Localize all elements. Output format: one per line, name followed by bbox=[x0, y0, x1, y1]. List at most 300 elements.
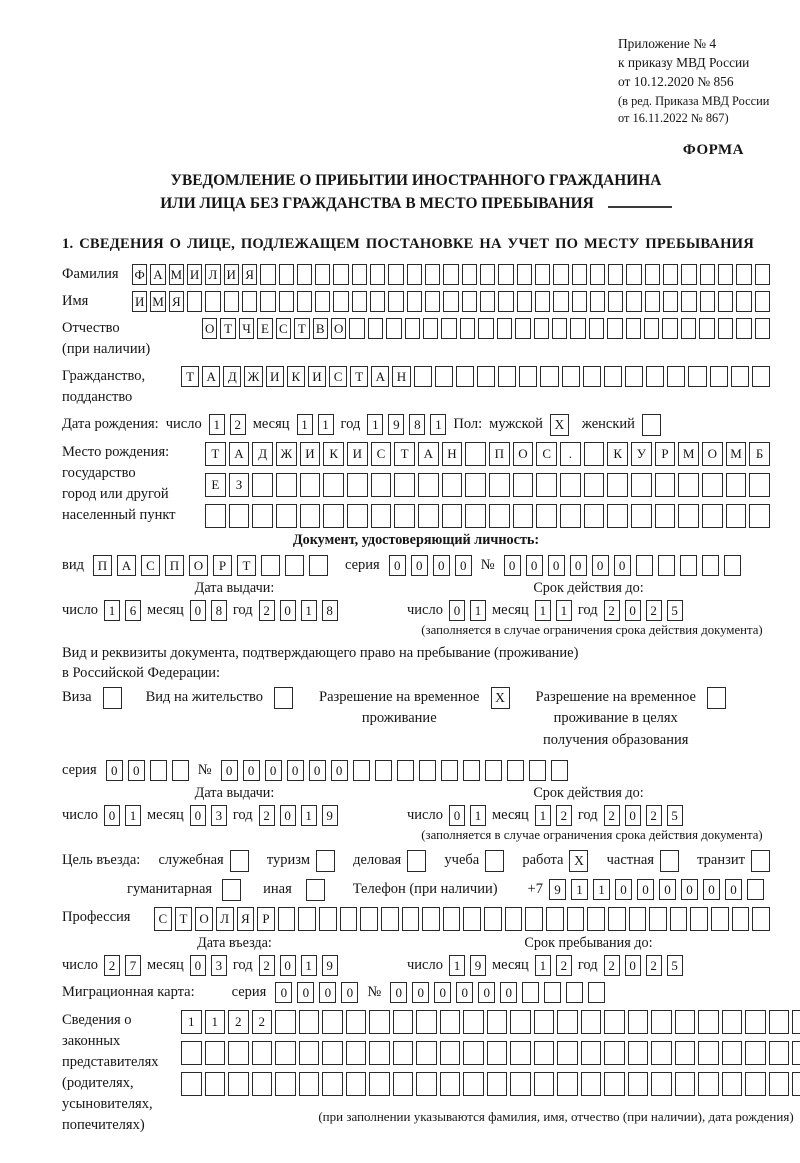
char-cell[interactable] bbox=[276, 504, 297, 528]
char-cell[interactable] bbox=[347, 473, 368, 497]
char-cell[interactable] bbox=[604, 1072, 625, 1096]
purpose-transit-checkbox[interactable] bbox=[751, 850, 770, 872]
char-cell[interactable] bbox=[480, 264, 495, 285]
char-cell[interactable]: 0 bbox=[614, 555, 631, 576]
char-cell[interactable] bbox=[699, 318, 714, 339]
char-cell[interactable] bbox=[628, 1010, 649, 1034]
char-cell[interactable] bbox=[629, 907, 647, 931]
char-cell[interactable] bbox=[405, 318, 420, 339]
char-cell[interactable] bbox=[441, 760, 458, 781]
char-cell[interactable]: А bbox=[202, 366, 220, 387]
sex-female-checkbox[interactable] bbox=[642, 414, 661, 436]
char-cell[interactable] bbox=[205, 1041, 226, 1065]
char-cell[interactable]: Т bbox=[175, 907, 193, 931]
char-cell[interactable]: О bbox=[195, 907, 213, 931]
char-cell[interactable] bbox=[340, 907, 358, 931]
char-cell[interactable] bbox=[300, 504, 321, 528]
char-cell[interactable] bbox=[315, 264, 330, 285]
purpose-other-checkbox[interactable] bbox=[306, 879, 325, 901]
char-cell[interactable] bbox=[736, 264, 751, 285]
char-cell[interactable] bbox=[792, 1041, 800, 1065]
char-cell[interactable]: 6 bbox=[125, 600, 141, 621]
char-cell[interactable]: 1 bbox=[297, 414, 313, 435]
char-cell[interactable] bbox=[681, 291, 696, 312]
char-cell[interactable]: 0 bbox=[280, 955, 296, 976]
char-cell[interactable]: 3 bbox=[211, 805, 227, 826]
char-cell[interactable]: 0 bbox=[280, 600, 296, 621]
char-cell[interactable] bbox=[275, 1041, 296, 1065]
char-cell[interactable] bbox=[371, 504, 392, 528]
char-cell[interactable] bbox=[275, 1010, 296, 1034]
char-cell[interactable] bbox=[726, 473, 747, 497]
char-cell[interactable]: Т bbox=[394, 442, 415, 466]
char-cell[interactable] bbox=[484, 907, 502, 931]
char-cell[interactable]: Я bbox=[169, 291, 184, 312]
char-cell[interactable] bbox=[628, 1072, 649, 1096]
char-cell[interactable]: 0 bbox=[725, 879, 742, 900]
char-cell[interactable]: И bbox=[132, 291, 147, 312]
char-cell[interactable] bbox=[649, 907, 667, 931]
char-cell[interactable] bbox=[333, 291, 348, 312]
char-cell[interactable]: 2 bbox=[259, 805, 275, 826]
char-cell[interactable]: 2 bbox=[104, 955, 120, 976]
char-cell[interactable] bbox=[299, 1072, 320, 1096]
char-cell[interactable]: Т bbox=[237, 555, 256, 576]
char-cell[interactable] bbox=[498, 366, 516, 387]
char-cell[interactable] bbox=[535, 291, 550, 312]
char-cell[interactable] bbox=[394, 504, 415, 528]
char-cell[interactable] bbox=[346, 1010, 367, 1034]
char-cell[interactable]: 1 bbox=[301, 600, 317, 621]
char-cell[interactable]: 0 bbox=[500, 982, 517, 1003]
char-cell[interactable] bbox=[513, 504, 534, 528]
char-cell[interactable]: 0 bbox=[275, 982, 292, 1003]
char-cell[interactable] bbox=[718, 264, 733, 285]
char-cell[interactable] bbox=[381, 907, 399, 931]
char-cell[interactable]: 1 bbox=[470, 805, 486, 826]
char-cell[interactable] bbox=[300, 473, 321, 497]
char-cell[interactable] bbox=[242, 291, 257, 312]
char-cell[interactable]: 9 bbox=[549, 879, 566, 900]
char-cell[interactable]: 0 bbox=[106, 760, 123, 781]
char-cell[interactable] bbox=[646, 366, 664, 387]
char-cell[interactable] bbox=[463, 1041, 484, 1065]
char-cell[interactable]: М bbox=[169, 264, 184, 285]
char-cell[interactable] bbox=[519, 366, 537, 387]
char-cell[interactable] bbox=[678, 473, 699, 497]
char-cell[interactable] bbox=[631, 473, 652, 497]
char-cell[interactable]: 1 bbox=[470, 600, 486, 621]
char-cell[interactable] bbox=[375, 760, 392, 781]
char-cell[interactable] bbox=[675, 1072, 696, 1096]
char-cell[interactable]: 0 bbox=[681, 879, 698, 900]
char-cell[interactable] bbox=[416, 1072, 437, 1096]
char-cell[interactable] bbox=[680, 555, 697, 576]
char-cell[interactable] bbox=[480, 291, 495, 312]
char-cell[interactable] bbox=[651, 1072, 672, 1096]
char-cell[interactable] bbox=[626, 264, 641, 285]
char-cell[interactable] bbox=[552, 318, 567, 339]
char-cell[interactable] bbox=[645, 291, 660, 312]
char-cell[interactable]: Ж bbox=[276, 442, 297, 466]
char-cell[interactable]: . bbox=[560, 442, 581, 466]
char-cell[interactable] bbox=[485, 760, 502, 781]
char-cell[interactable] bbox=[435, 366, 453, 387]
char-cell[interactable] bbox=[769, 1041, 790, 1065]
char-cell[interactable] bbox=[607, 504, 628, 528]
char-cell[interactable] bbox=[522, 982, 539, 1003]
char-cell[interactable] bbox=[736, 291, 751, 312]
char-cell[interactable] bbox=[626, 291, 641, 312]
char-cell[interactable] bbox=[319, 907, 337, 931]
char-cell[interactable]: К bbox=[287, 366, 305, 387]
char-cell[interactable] bbox=[651, 1010, 672, 1034]
char-cell[interactable] bbox=[560, 473, 581, 497]
char-cell[interactable]: 3 bbox=[211, 955, 227, 976]
char-cell[interactable]: 0 bbox=[190, 805, 206, 826]
char-cell[interactable]: 1 bbox=[571, 879, 588, 900]
char-cell[interactable]: Е bbox=[205, 473, 226, 497]
char-cell[interactable]: 2 bbox=[556, 805, 572, 826]
char-cell[interactable] bbox=[498, 264, 513, 285]
char-cell[interactable] bbox=[752, 907, 770, 931]
char-cell[interactable] bbox=[587, 907, 605, 931]
char-cell[interactable] bbox=[625, 366, 643, 387]
char-cell[interactable]: М bbox=[150, 291, 165, 312]
char-cell[interactable]: 0 bbox=[389, 555, 406, 576]
char-cell[interactable] bbox=[443, 907, 461, 931]
char-cell[interactable]: 5 bbox=[667, 600, 683, 621]
char-cell[interactable]: М bbox=[678, 442, 699, 466]
char-cell[interactable] bbox=[544, 982, 561, 1003]
char-cell[interactable] bbox=[515, 318, 530, 339]
char-cell[interactable] bbox=[732, 907, 750, 931]
char-cell[interactable]: У bbox=[631, 442, 652, 466]
char-cell[interactable]: Д bbox=[252, 442, 273, 466]
char-cell[interactable] bbox=[745, 1010, 766, 1034]
char-cell[interactable] bbox=[702, 473, 723, 497]
char-cell[interactable]: 0 bbox=[243, 760, 260, 781]
char-cell[interactable] bbox=[724, 555, 741, 576]
char-cell[interactable] bbox=[322, 1041, 343, 1065]
char-cell[interactable]: Е bbox=[257, 318, 272, 339]
char-cell[interactable] bbox=[536, 473, 557, 497]
char-cell[interactable] bbox=[752, 366, 770, 387]
char-cell[interactable]: О bbox=[189, 555, 208, 576]
char-cell[interactable]: З bbox=[229, 473, 250, 497]
char-cell[interactable]: 0 bbox=[341, 982, 358, 1003]
char-cell[interactable] bbox=[581, 1010, 602, 1034]
char-cell[interactable]: 0 bbox=[456, 982, 473, 1003]
char-cell[interactable] bbox=[700, 264, 715, 285]
char-cell[interactable] bbox=[443, 264, 458, 285]
char-cell[interactable]: 1 bbox=[535, 805, 551, 826]
char-cell[interactable] bbox=[369, 1041, 390, 1065]
char-cell[interactable] bbox=[297, 264, 312, 285]
char-cell[interactable] bbox=[299, 1010, 320, 1034]
char-cell[interactable] bbox=[150, 760, 167, 781]
char-cell[interactable]: 9 bbox=[388, 414, 404, 435]
char-cell[interactable] bbox=[205, 1072, 226, 1096]
char-cell[interactable]: 1 bbox=[535, 600, 551, 621]
char-cell[interactable] bbox=[477, 366, 495, 387]
char-cell[interactable] bbox=[414, 366, 432, 387]
char-cell[interactable]: К bbox=[607, 442, 628, 466]
char-cell[interactable]: 0 bbox=[592, 555, 609, 576]
char-cell[interactable] bbox=[570, 318, 585, 339]
purpose-private-checkbox[interactable] bbox=[660, 850, 679, 872]
char-cell[interactable] bbox=[584, 504, 605, 528]
char-cell[interactable]: 0 bbox=[265, 760, 282, 781]
char-cell[interactable] bbox=[489, 473, 510, 497]
char-cell[interactable] bbox=[418, 473, 439, 497]
char-cell[interactable] bbox=[297, 291, 312, 312]
char-cell[interactable] bbox=[487, 1041, 508, 1065]
char-cell[interactable]: Т bbox=[294, 318, 309, 339]
char-cell[interactable] bbox=[769, 1010, 790, 1034]
char-cell[interactable] bbox=[465, 504, 486, 528]
char-cell[interactable]: 2 bbox=[228, 1010, 249, 1034]
char-cell[interactable] bbox=[690, 907, 708, 931]
char-cell[interactable] bbox=[347, 504, 368, 528]
char-cell[interactable] bbox=[252, 504, 273, 528]
char-cell[interactable] bbox=[534, 1041, 555, 1065]
char-cell[interactable]: 2 bbox=[646, 805, 662, 826]
char-cell[interactable] bbox=[517, 291, 532, 312]
char-cell[interactable] bbox=[572, 264, 587, 285]
char-cell[interactable]: 0 bbox=[625, 600, 641, 621]
char-cell[interactable] bbox=[583, 366, 601, 387]
char-cell[interactable]: М bbox=[726, 442, 747, 466]
char-cell[interactable] bbox=[792, 1010, 800, 1034]
char-cell[interactable] bbox=[636, 555, 653, 576]
char-cell[interactable]: 1 bbox=[181, 1010, 202, 1034]
char-cell[interactable] bbox=[462, 264, 477, 285]
char-cell[interactable]: 2 bbox=[556, 955, 572, 976]
char-cell[interactable] bbox=[456, 366, 474, 387]
char-cell[interactable]: Я bbox=[237, 907, 255, 931]
char-cell[interactable] bbox=[402, 907, 420, 931]
char-cell[interactable]: 2 bbox=[604, 955, 620, 976]
char-cell[interactable] bbox=[260, 291, 275, 312]
char-cell[interactable]: О bbox=[331, 318, 346, 339]
char-cell[interactable]: 2 bbox=[259, 955, 275, 976]
char-cell[interactable] bbox=[722, 1010, 743, 1034]
char-cell[interactable]: П bbox=[165, 555, 184, 576]
char-cell[interactable] bbox=[487, 1010, 508, 1034]
char-cell[interactable]: Т bbox=[220, 318, 235, 339]
char-cell[interactable]: Р bbox=[213, 555, 232, 576]
char-cell[interactable] bbox=[275, 1072, 296, 1096]
char-cell[interactable] bbox=[626, 318, 641, 339]
char-cell[interactable]: 0 bbox=[128, 760, 145, 781]
char-cell[interactable] bbox=[462, 291, 477, 312]
char-cell[interactable]: 2 bbox=[604, 600, 620, 621]
char-cell[interactable] bbox=[608, 264, 623, 285]
char-cell[interactable]: 0 bbox=[703, 879, 720, 900]
char-cell[interactable] bbox=[510, 1072, 531, 1096]
temp-residence-checkbox[interactable]: X bbox=[491, 687, 510, 709]
char-cell[interactable]: 0 bbox=[309, 760, 326, 781]
char-cell[interactable] bbox=[736, 318, 751, 339]
char-cell[interactable]: А bbox=[371, 366, 389, 387]
char-cell[interactable] bbox=[675, 1010, 696, 1034]
char-cell[interactable]: 7 bbox=[125, 955, 141, 976]
char-cell[interactable] bbox=[322, 1010, 343, 1034]
char-cell[interactable] bbox=[278, 907, 296, 931]
char-cell[interactable]: 8 bbox=[409, 414, 425, 435]
char-cell[interactable] bbox=[557, 1072, 578, 1096]
char-cell[interactable]: 0 bbox=[297, 982, 314, 1003]
char-cell[interactable] bbox=[397, 760, 414, 781]
char-cell[interactable] bbox=[416, 1041, 437, 1065]
char-cell[interactable] bbox=[731, 366, 749, 387]
char-cell[interactable]: 8 bbox=[211, 600, 227, 621]
char-cell[interactable] bbox=[205, 504, 226, 528]
char-cell[interactable]: С bbox=[276, 318, 291, 339]
purpose-humanitarian-checkbox[interactable] bbox=[222, 879, 241, 901]
char-cell[interactable] bbox=[181, 1041, 202, 1065]
char-cell[interactable] bbox=[299, 1041, 320, 1065]
char-cell[interactable] bbox=[440, 1010, 461, 1034]
char-cell[interactable] bbox=[726, 504, 747, 528]
char-cell[interactable] bbox=[463, 1072, 484, 1096]
char-cell[interactable] bbox=[755, 291, 770, 312]
char-cell[interactable] bbox=[551, 760, 568, 781]
char-cell[interactable] bbox=[688, 366, 706, 387]
char-cell[interactable] bbox=[460, 318, 475, 339]
char-cell[interactable]: А bbox=[117, 555, 136, 576]
char-cell[interactable]: Т bbox=[350, 366, 368, 387]
char-cell[interactable] bbox=[711, 907, 729, 931]
char-cell[interactable] bbox=[792, 1072, 800, 1096]
char-cell[interactable] bbox=[440, 1041, 461, 1065]
char-cell[interactable] bbox=[510, 1010, 531, 1034]
char-cell[interactable] bbox=[745, 1041, 766, 1065]
char-cell[interactable] bbox=[229, 504, 250, 528]
char-cell[interactable]: Ф bbox=[132, 264, 147, 285]
char-cell[interactable] bbox=[370, 291, 385, 312]
char-cell[interactable]: 1 bbox=[449, 955, 465, 976]
char-cell[interactable] bbox=[562, 366, 580, 387]
char-cell[interactable] bbox=[658, 555, 675, 576]
char-cell[interactable] bbox=[700, 291, 715, 312]
char-cell[interactable]: С bbox=[141, 555, 160, 576]
char-cell[interactable] bbox=[584, 442, 605, 466]
char-cell[interactable] bbox=[498, 291, 513, 312]
char-cell[interactable] bbox=[529, 760, 546, 781]
char-cell[interactable] bbox=[540, 366, 558, 387]
char-cell[interactable] bbox=[333, 264, 348, 285]
char-cell[interactable]: 2 bbox=[646, 600, 662, 621]
char-cell[interactable]: 1 bbox=[556, 600, 572, 621]
char-cell[interactable] bbox=[651, 1041, 672, 1065]
char-cell[interactable] bbox=[505, 907, 523, 931]
char-cell[interactable] bbox=[440, 1072, 461, 1096]
char-cell[interactable]: Б bbox=[749, 442, 770, 466]
char-cell[interactable]: 1 bbox=[430, 414, 446, 435]
char-cell[interactable]: П bbox=[489, 442, 510, 466]
char-cell[interactable]: Л bbox=[216, 907, 234, 931]
char-cell[interactable]: С bbox=[329, 366, 347, 387]
char-cell[interactable] bbox=[553, 291, 568, 312]
char-cell[interactable] bbox=[722, 1072, 743, 1096]
char-cell[interactable] bbox=[513, 473, 534, 497]
char-cell[interactable] bbox=[698, 1041, 719, 1065]
char-cell[interactable] bbox=[463, 907, 481, 931]
char-cell[interactable] bbox=[560, 504, 581, 528]
char-cell[interactable] bbox=[722, 1041, 743, 1065]
char-cell[interactable]: 0 bbox=[449, 600, 465, 621]
char-cell[interactable]: 1 bbox=[104, 600, 120, 621]
char-cell[interactable]: 1 bbox=[301, 805, 317, 826]
char-cell[interactable] bbox=[698, 1072, 719, 1096]
char-cell[interactable] bbox=[353, 760, 370, 781]
char-cell[interactable] bbox=[675, 1041, 696, 1065]
char-cell[interactable]: 1 bbox=[301, 955, 317, 976]
char-cell[interactable] bbox=[607, 318, 622, 339]
char-cell[interactable]: А bbox=[229, 442, 250, 466]
char-cell[interactable]: 5 bbox=[667, 955, 683, 976]
char-cell[interactable] bbox=[584, 473, 605, 497]
char-cell[interactable]: Н bbox=[442, 442, 463, 466]
char-cell[interactable] bbox=[465, 473, 486, 497]
char-cell[interactable]: 1 bbox=[367, 414, 383, 435]
char-cell[interactable]: 0 bbox=[434, 982, 451, 1003]
char-cell[interactable] bbox=[749, 473, 770, 497]
char-cell[interactable] bbox=[276, 473, 297, 497]
char-cell[interactable] bbox=[589, 318, 604, 339]
char-cell[interactable] bbox=[181, 1072, 202, 1096]
char-cell[interactable] bbox=[655, 473, 676, 497]
char-cell[interactable] bbox=[442, 504, 463, 528]
char-cell[interactable] bbox=[588, 982, 605, 1003]
visa-checkbox[interactable] bbox=[103, 687, 122, 709]
char-cell[interactable] bbox=[572, 291, 587, 312]
char-cell[interactable] bbox=[260, 264, 275, 285]
char-cell[interactable]: С bbox=[371, 442, 392, 466]
char-cell[interactable] bbox=[323, 473, 344, 497]
char-cell[interactable] bbox=[425, 291, 440, 312]
char-cell[interactable] bbox=[604, 1010, 625, 1034]
temp-residence-education-checkbox[interactable] bbox=[707, 687, 726, 709]
char-cell[interactable] bbox=[463, 1010, 484, 1034]
char-cell[interactable] bbox=[425, 264, 440, 285]
char-cell[interactable]: П bbox=[93, 555, 112, 576]
char-cell[interactable] bbox=[252, 1041, 273, 1065]
char-cell[interactable] bbox=[536, 504, 557, 528]
residence-permit-checkbox[interactable] bbox=[274, 687, 293, 709]
char-cell[interactable]: Ж bbox=[244, 366, 262, 387]
char-cell[interactable] bbox=[309, 555, 328, 576]
char-cell[interactable]: 9 bbox=[322, 805, 338, 826]
char-cell[interactable] bbox=[228, 1072, 249, 1096]
char-cell[interactable] bbox=[369, 1072, 390, 1096]
char-cell[interactable] bbox=[205, 291, 220, 312]
char-cell[interactable]: О bbox=[702, 442, 723, 466]
char-cell[interactable]: О bbox=[513, 442, 534, 466]
char-cell[interactable]: 0 bbox=[504, 555, 521, 576]
char-cell[interactable] bbox=[590, 264, 605, 285]
char-cell[interactable] bbox=[546, 907, 564, 931]
char-cell[interactable]: Р bbox=[655, 442, 676, 466]
char-cell[interactable] bbox=[628, 1041, 649, 1065]
sex-male-checkbox[interactable]: X bbox=[550, 414, 569, 436]
char-cell[interactable]: 0 bbox=[190, 955, 206, 976]
char-cell[interactable] bbox=[423, 318, 438, 339]
char-cell[interactable]: 0 bbox=[412, 982, 429, 1003]
char-cell[interactable]: 5 bbox=[667, 805, 683, 826]
